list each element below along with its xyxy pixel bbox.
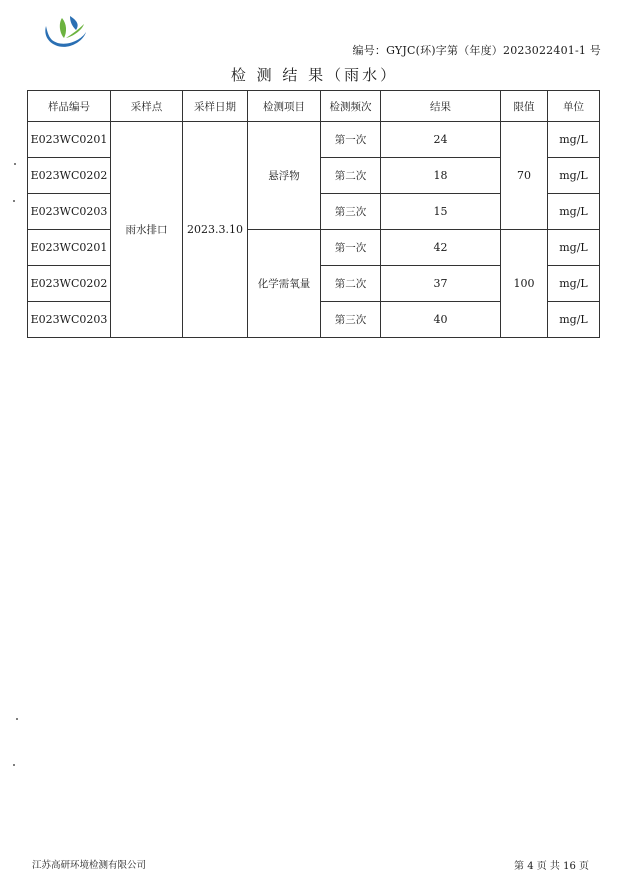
test-item-cell: 化学需氧量 [248, 230, 321, 338]
limit-cell: 100 [501, 230, 548, 338]
scan-speck [14, 163, 16, 165]
result-cell: 24 [381, 122, 501, 158]
result-cell: 42 [381, 230, 501, 266]
result-cell: 37 [381, 266, 501, 302]
unit-cell: mg/L [548, 266, 600, 302]
results-table [27, 90, 600, 338]
frequency-cell: 第三次 [321, 302, 381, 338]
sampling-point-cell: 雨水排口 [111, 122, 183, 338]
document-number: 编号：GYJC(环)字第（年度）2023022401-1 号 [352, 44, 601, 57]
result-cell: 40 [381, 302, 501, 338]
frequency-cell: 第一次 [321, 122, 381, 158]
result-cell: 18 [381, 158, 501, 194]
result-cell: 15 [381, 194, 501, 230]
company-logo-icon [40, 12, 88, 52]
sample-id-cell: E023WC0203 [28, 194, 111, 230]
header-sampling-point: 采样点 [111, 91, 183, 122]
scan-speck [13, 764, 15, 766]
header-limit: 限值 [501, 91, 548, 122]
header-sampling-date: 采样日期 [183, 91, 248, 122]
header-frequency: 检测频次 [321, 91, 381, 122]
sample-id-cell: E023WC0202 [28, 266, 111, 302]
scan-speck [13, 200, 15, 202]
test-item-cell: 悬浮物 [248, 122, 321, 230]
footer-company: 江苏高研环境检测有限公司 [32, 860, 147, 871]
footer-page-number: 第 4 页 共 16 页 [514, 861, 589, 872]
unit-cell: mg/L [548, 230, 600, 266]
sample-id-cell: E023WC0201 [28, 230, 111, 266]
header-sample-id: 样品编号 [28, 91, 111, 122]
frequency-cell: 第一次 [321, 230, 381, 266]
sampling-date-cell: 2023.3.10 [183, 122, 248, 338]
frequency-cell: 第二次 [321, 266, 381, 302]
header-result: 结果 [381, 91, 501, 122]
table-row [28, 122, 600, 158]
header-test-item: 检测项目 [248, 91, 321, 122]
limit-cell: 70 [501, 122, 548, 230]
frequency-cell: 第三次 [321, 194, 381, 230]
unit-cell: mg/L [548, 302, 600, 338]
unit-cell: mg/L [548, 122, 600, 158]
table-header-row [28, 91, 600, 122]
unit-cell: mg/L [548, 158, 600, 194]
frequency-cell: 第二次 [321, 158, 381, 194]
unit-cell: mg/L [548, 194, 600, 230]
page-title: 检 测 结 果（雨水） [230, 66, 399, 84]
sample-id-cell: E023WC0203 [28, 302, 111, 338]
header-unit: 单位 [548, 91, 600, 122]
sample-id-cell: E023WC0202 [28, 158, 111, 194]
sample-id-cell: E023WC0201 [28, 122, 111, 158]
scan-speck [16, 718, 18, 720]
